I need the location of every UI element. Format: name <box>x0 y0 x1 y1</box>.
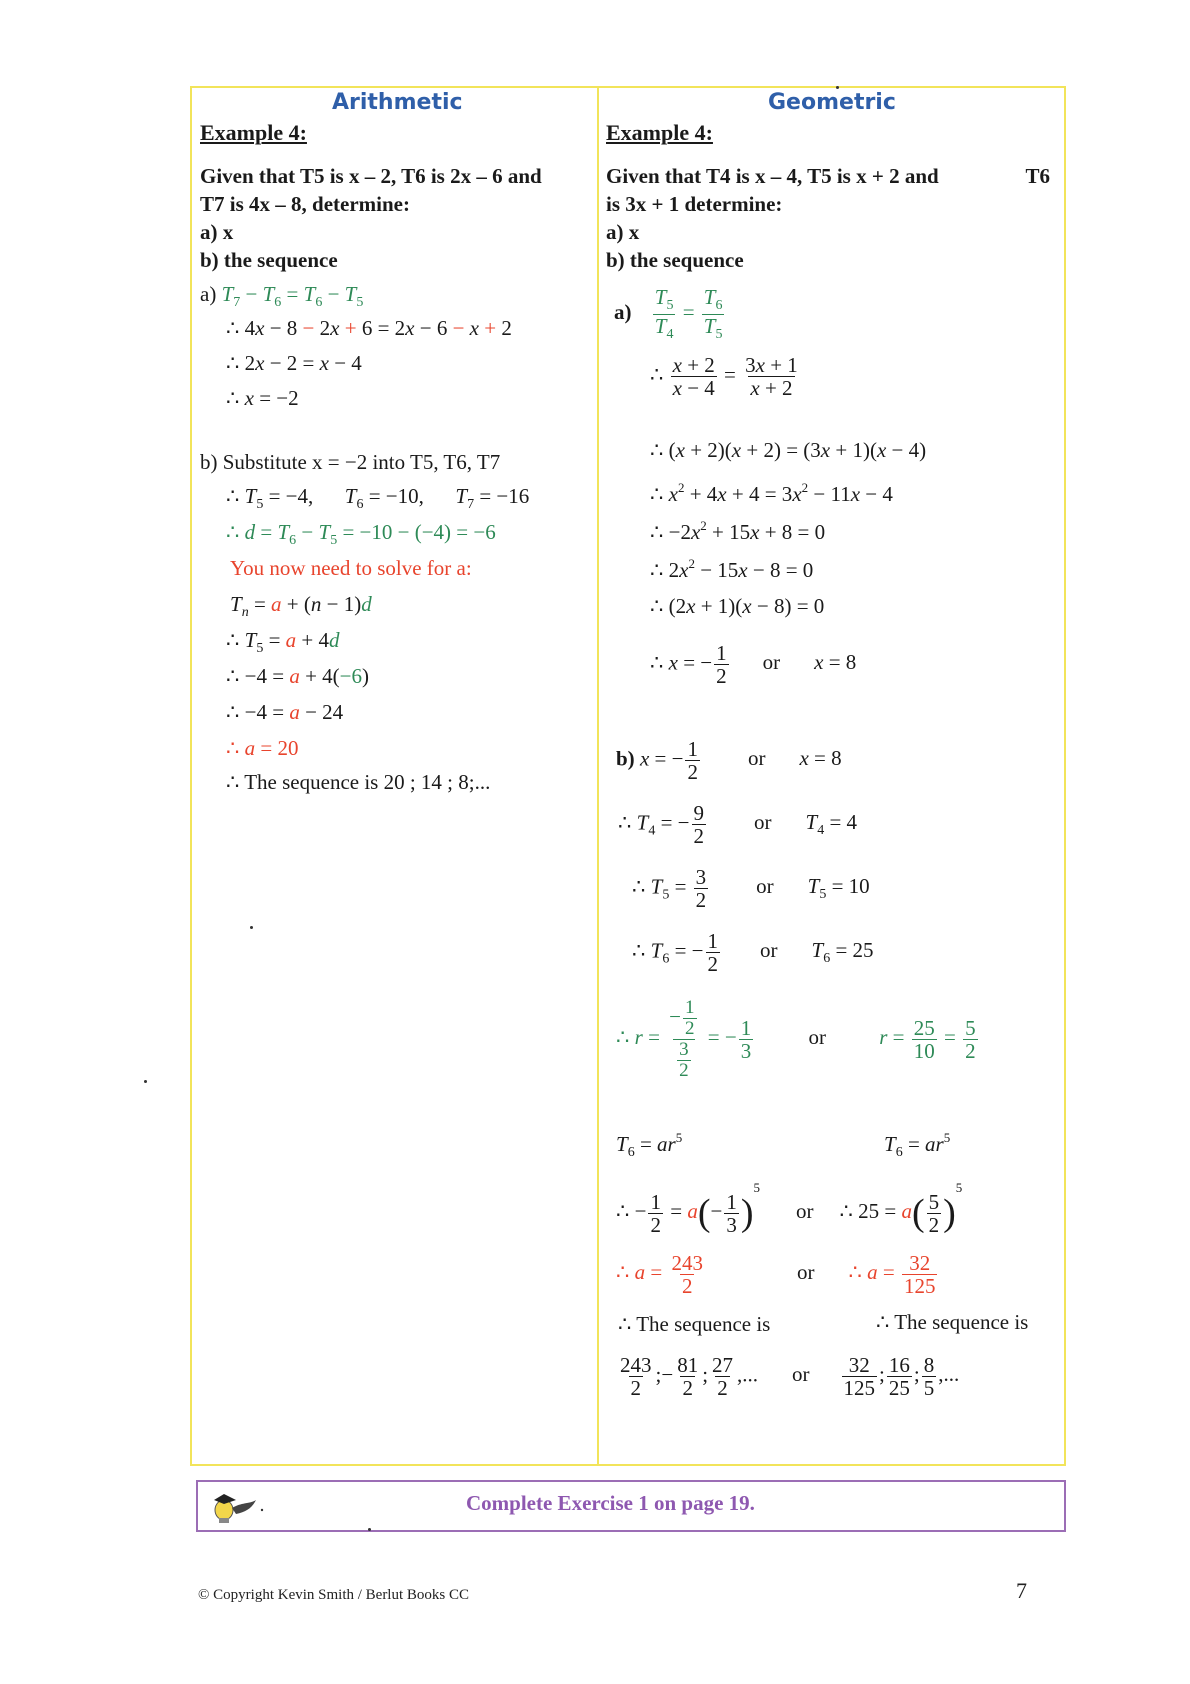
working-line: ∴ (2x + 1)(x − 8) = 0 <box>650 594 825 618</box>
question-line: a) x <box>606 220 640 244</box>
working-line: ∴ $x^2 + 4x + 4 = 3x^2 - 11x - 4$ <box>650 480 893 506</box>
working-line: ∴ $d = T_6 - T_5 = -10 - (-4) = -6$ <box>226 520 496 548</box>
working-line: ∴ −4 = a − 24 <box>226 700 344 724</box>
geometric-title: Geometric <box>768 90 896 115</box>
sequence-label: ∴ The sequence is <box>618 1312 771 1336</box>
speck <box>368 1528 371 1531</box>
working-line: ∴ $\frac{x + 2}{x - 4}$ = $\frac{3x + 1}{x + 2}$ <box>650 353 798 401</box>
question-line: is 3x + 1 determine: <box>606 192 783 216</box>
working-line: ∴ $T_5 = -4$, $T_6 = -10$, $T_7 = -16$ <box>226 484 530 512</box>
speck <box>250 926 253 929</box>
question-line: Given that T5 is x – 2, T6 is 2x – 6 and <box>200 164 542 188</box>
arithmetic-title: Arithmetic <box>332 90 463 115</box>
arithmetic-example-heading: Example 4: <box>200 120 307 145</box>
working-line: ∴ $T_5$ = $\frac{3}{2}$ or $T_5 = 10$ <box>632 865 870 913</box>
geometric-example-heading: Example 4: <box>606 120 713 145</box>
working-line: ∴ $T_5 = a + 4d$ <box>226 628 340 656</box>
working-line: ∴ a = 20 <box>226 736 299 760</box>
working-line: $T_n = a + (n - 1)d$ <box>230 592 372 620</box>
sequence-answer: ∴ The sequence is 20 ; 14 ; 8;... <box>226 770 491 794</box>
working-line: ∴ 2x − 2 = x − 4 <box>226 351 362 375</box>
working-line: ∴ r = − $\frac{1}{2}$ $\frac{3}{2}$ = − $\frac{1}{3}$ or r = $\frac{25}{10}$ = $\frac{5}{2}$ <box>616 997 976 1081</box>
working-line: ∴ x = −2 <box>226 386 299 410</box>
working-line: ∴ (x + 2)(x + 2) = (3x + 1)(x − 4) <box>650 438 927 462</box>
arithmetic-question <box>200 162 542 274</box>
page-number: 7 <box>1016 1578 1027 1603</box>
exercise-instruction: Complete Exercise 1 on page 19. <box>466 1491 755 1515</box>
working-line: b) Substitute x = −2 into T5, T6, T7 <box>200 450 501 474</box>
working-line: ∴ 4x − 8 − 2x + 6 = 2x − 6 − x + 2 <box>226 316 512 340</box>
sequence-label: ∴ The sequence is <box>876 1310 1029 1334</box>
speck <box>836 86 839 89</box>
question-line: Given that T4 is x – 4, T5 is x + 2 and T6 <box>606 164 1050 188</box>
working-line: ∴ $-2x^2 + 15x + 8 = 0$ <box>650 518 826 544</box>
solve-note: You now need to solve for a: <box>230 556 472 580</box>
lightbulb-mascot-icon <box>210 1490 270 1528</box>
question-line: b) the sequence <box>606 248 744 272</box>
working-line: a) $\frac{T_5}{T_4}$ = $\frac{T_6}{T_5}$ <box>614 285 723 342</box>
column-divider <box>597 88 599 1464</box>
working-line: ∴ x = − $\frac{1}{2}$ or x = 8 <box>650 641 857 689</box>
working-line: ∴ a = $\frac{243}{2}$ or ∴ a = $\frac{32}{125}$ <box>616 1251 936 1299</box>
speck <box>144 1080 147 1083</box>
question-line: b) the sequence <box>200 248 338 272</box>
question-line: a) x <box>200 220 234 244</box>
working-line: ∴ $T_4$ = − $\frac{9}{2}$ or $T_4 = 4$ <box>618 801 858 849</box>
working-line: ∴ $T_6$ = − $\frac{1}{2}$ or $T_6 = 25$ <box>632 929 874 977</box>
working-line: a) $T_7 - T_6 = T_6 - T_5$ <box>200 282 364 310</box>
working-line: $T_6 = ar^5$ <box>616 1130 683 1160</box>
working-line: $T_6 = ar^5$ <box>884 1130 951 1160</box>
working-line: b) x = − $\frac{1}{2}$ or x = 8 <box>616 737 842 785</box>
working-line: ∴ $2x^2 - 15x - 8 = 0$ <box>650 556 814 582</box>
working-line: ∴ −4 = a + 4(−6) <box>226 664 369 688</box>
working-line: ∴ − $\frac{1}{2}$ = a(− $\frac{1}{3}$ )$^5$or ∴ 25 = a( $\frac{5}{2}$ )$^5$ <box>616 1180 963 1237</box>
geometric-question <box>606 162 1050 274</box>
question-line: T7 is 4x – 8, determine: <box>200 192 410 216</box>
copyright-text: © Copyright Kevin Smith / Berlut Books CC <box>198 1587 469 1603</box>
sequence-answer: $\frac{243}{2}$ ;− $\frac{81}{2}$ ; $\frac{27}{2}$ ,... or $\frac{32}{125}$ ; $\frac{16}{25}$ ; $\frac{8}{5}$ ,... <box>620 1353 960 1401</box>
